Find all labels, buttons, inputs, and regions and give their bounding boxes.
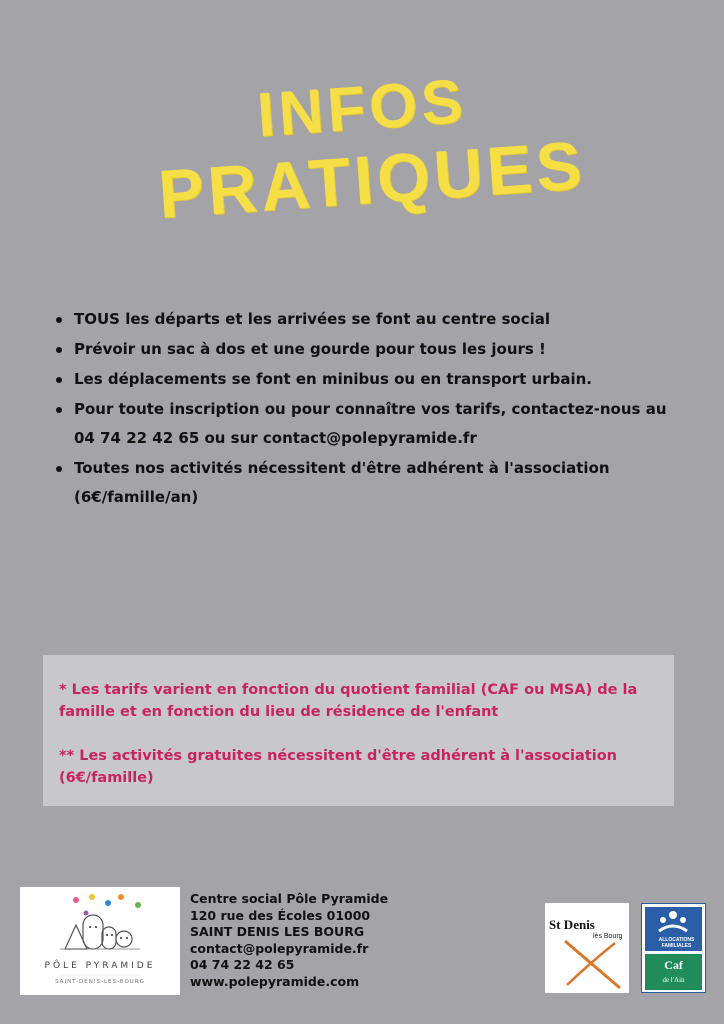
list-item-text: Prévoir un sac à dos et une gourde pour tous les jours ! — [74, 340, 546, 358]
logo-subtitle: SAINT-DENIS-LES-BOURG — [55, 979, 145, 985]
contact-phone[interactable]: 04 74 22 42 65 — [190, 957, 295, 972]
caf-logo — [641, 903, 706, 993]
contact-website[interactable]: www.polepyramide.com — [190, 973, 360, 989]
st-denis-logo — [545, 903, 629, 993]
notes-box — [43, 655, 674, 806]
list-item-continuation: (6€/famille/an) — [74, 488, 199, 506]
list-item — [54, 398, 694, 449]
st-denis-sub: lès Bourg — [593, 933, 623, 940]
bullet-icon — [56, 466, 62, 472]
caf-family-icon — [645, 907, 702, 937]
logo-name: PÔLE PYRAMIDE — [44, 961, 156, 971]
bullet-icon — [56, 317, 62, 323]
note-adhesion: ** Les activités gratuites nécessitent d'être adhérent à l'association (6€/famille) — [59, 748, 617, 786]
list-item — [54, 457, 694, 508]
bullet-icon — [56, 347, 62, 353]
caf-label-2: FAMILIALES — [661, 943, 692, 949]
list-item — [54, 308, 694, 330]
contact-city: SAINT DENIS LES BOURG — [190, 924, 365, 939]
title-line-2: PRATIQUES — [156, 127, 588, 233]
note-tarifs: * Les tarifs varient en fonction du quotient familial (CAF ou MSA) de la famille et en fonction du lieu de résidence de l'enfant — [59, 682, 638, 720]
contact-email[interactable]: contact@polepyramide.fr — [190, 940, 369, 956]
caf-name-block — [645, 954, 702, 990]
bullet-icon — [56, 407, 62, 413]
list-item-text: Toutes nos activités nécessitent d'être adhérent à l'association — [74, 459, 610, 477]
list-item — [54, 368, 694, 390]
contact-org: Centre social Pôle Pyramide — [190, 891, 389, 906]
caf-region: de l'Ain — [662, 976, 685, 984]
pole-pyramide-logo — [20, 887, 180, 995]
list-item-text: TOUS les départs et les arrivées se font au centre social — [74, 310, 550, 328]
caf-name: Caf — [664, 958, 683, 972]
info-list — [54, 308, 694, 516]
bullet-icon — [56, 377, 62, 383]
contact-address: 120 rue des Écoles 01000 — [190, 907, 371, 923]
caf-emblem — [645, 907, 702, 951]
list-item-continuation: 04 74 22 42 65 ou sur contact@polepyramide.fr — [74, 429, 477, 447]
contact-block — [190, 891, 388, 990]
st-denis-name: St Denis — [549, 917, 595, 932]
title-line-1: INFOS — [255, 66, 469, 151]
list-item — [54, 338, 694, 360]
list-item-text: Les déplacements se font en minibus ou en transport urbain. — [74, 370, 592, 388]
list-item-text: Pour toute inscription ou pour connaître vos tarifs, contactez-nous au — [74, 400, 667, 418]
caf-label-1: ALLOCATIONS — [658, 937, 695, 943]
